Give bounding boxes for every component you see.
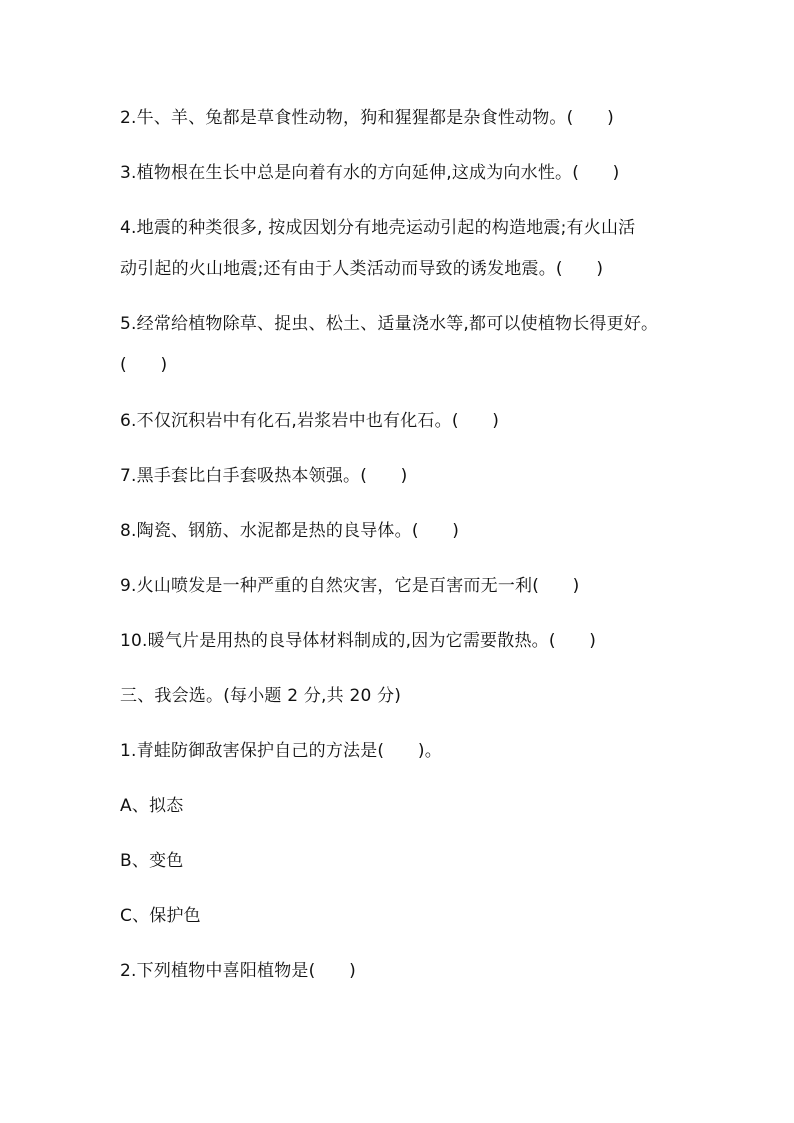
judgement-item-text: 10.暖气片是用热的良导体材料制成的,因为它需要散热。( ) (120, 631, 597, 651)
option-text: C、保护色 (120, 906, 201, 926)
section-title (120, 685, 680, 707)
choice-question-1-stem (120, 740, 680, 762)
question-stem-text: 1.青蛙防御敌害保护自己的方法是( )。 (120, 741, 442, 761)
judgement-item-5-line-1 (120, 313, 680, 335)
section-title-text: 三、我会选。(每小题 2 分,共 20 分) (120, 686, 402, 706)
judgement-item-10 (120, 630, 680, 652)
judgement-item-text: 8.陶瓷、钢筋、水泥都是热的良导体。( ) (120, 521, 460, 541)
judgement-item-text: 9.火山喷发是一种严重的自然灾害，它是百害而无一利( ) (120, 576, 580, 596)
choice-question-1-option-a (120, 795, 680, 817)
judgement-item-text: 7.黑手套比白手套吸热本领强。( ) (120, 466, 408, 486)
judgement-item-3 (120, 162, 680, 184)
judgement-item-5-line-2 (120, 354, 680, 376)
option-text: B、变色 (120, 851, 184, 871)
judgement-item-text: 动引起的火山地震;还有由于人类活动而导致的诱发地震。( ) (120, 259, 604, 279)
judgement-item-8 (120, 520, 680, 542)
judgement-item-text: 4.地震的种类很多, 按成因划分有地壳运动引起的构造地震;有火山活 (120, 218, 636, 238)
judgement-item-7 (120, 465, 680, 487)
judgement-item-2 (120, 107, 680, 129)
judgement-item-text: 5.经常给植物除草、捉虫、松土、适量浇水等,都可以使植物长得更好。 (120, 314, 659, 334)
judgement-item-9 (120, 575, 680, 597)
choice-question-2-stem (120, 960, 680, 982)
option-text: A、拟态 (120, 796, 184, 816)
question-stem-text: 2.下列植物中喜阳植物是( ) (120, 961, 356, 981)
choice-question-1-option-c (120, 905, 680, 927)
judgement-item-4-line-1 (120, 217, 680, 239)
judgement-item-text: 3.植物根在生长中总是向着有水的方向延伸,这成为向水性。( ) (120, 163, 620, 183)
judgement-item-text: 6.不仅沉积岩中有化石,岩浆岩中也有化石。( ) (120, 411, 500, 431)
judgement-item-4-line-2 (120, 258, 680, 280)
judgement-item-text: ( ) (120, 355, 168, 375)
choice-question-1-option-b (120, 850, 680, 872)
judgement-item-text: 2.牛、羊、兔都是草食性动物，狗和猩猩都是杂食性动物。( ) (120, 108, 614, 128)
judgement-item-6 (120, 410, 680, 432)
